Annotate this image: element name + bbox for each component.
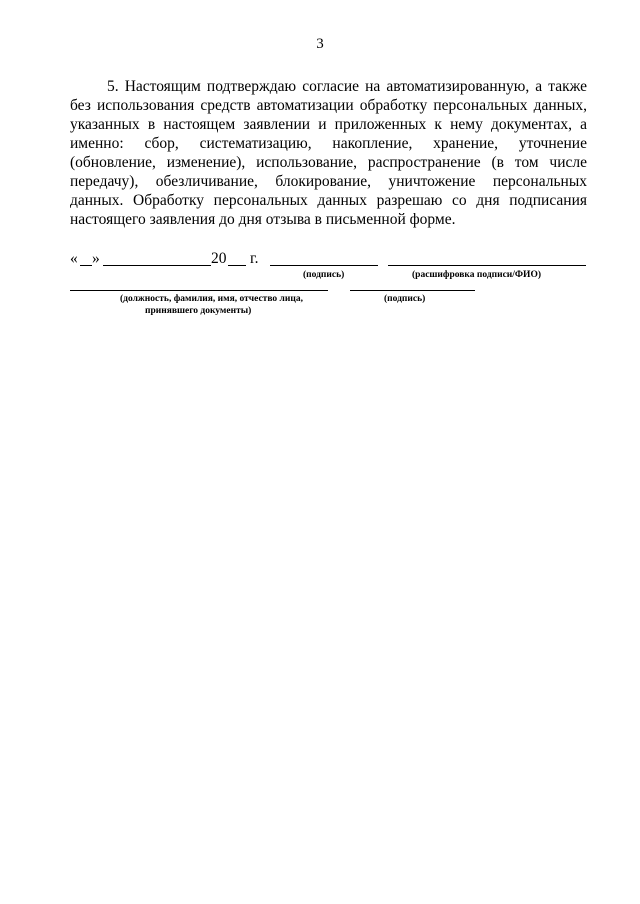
- year-prefix: 20: [211, 250, 227, 267]
- applicant-name-line: [388, 265, 586, 266]
- applicant-signature-line: [270, 265, 378, 266]
- page-number: 3: [316, 36, 324, 52]
- day-blank: [80, 265, 92, 266]
- receiver-position-caption: (должность, фамилия, имя, отчество лица,: [120, 294, 303, 304]
- applicant-name-caption: (расшифровка подписи/ФИО): [412, 270, 541, 280]
- close-quote: »: [92, 250, 100, 267]
- receiver-signature-caption: (подпись): [384, 294, 426, 304]
- receiver-position-line: [70, 290, 328, 291]
- consent-paragraph: 5. Настоящим подтверждаю согласие на автоматизированную, а также без использования средств автоматизации обработку персональных данных, указанных в настоящем заявлении и приложенных к нему документах, а именно: сбор, систематизацию, накопление, хранение, уточнение (обновление, изменение), использование, распространение (в том числе передачу), обезличивание, блокирование, уничтожение персональных данных. Обработку персональных данных разрешаю со дня подписания настоящего заявления до дня отзыва в письменной форме.: [70, 78, 587, 228]
- open-quote: «: [70, 250, 78, 267]
- receiver-position-caption-2: принявшего документы): [145, 306, 252, 316]
- year-suffix: г.: [250, 250, 259, 267]
- signature-date-row: [70, 250, 590, 270]
- month-blank: [103, 265, 211, 266]
- year-blank: [228, 265, 246, 266]
- applicant-signature-caption: (подпись): [303, 270, 345, 280]
- receiver-signature-line: [350, 290, 475, 291]
